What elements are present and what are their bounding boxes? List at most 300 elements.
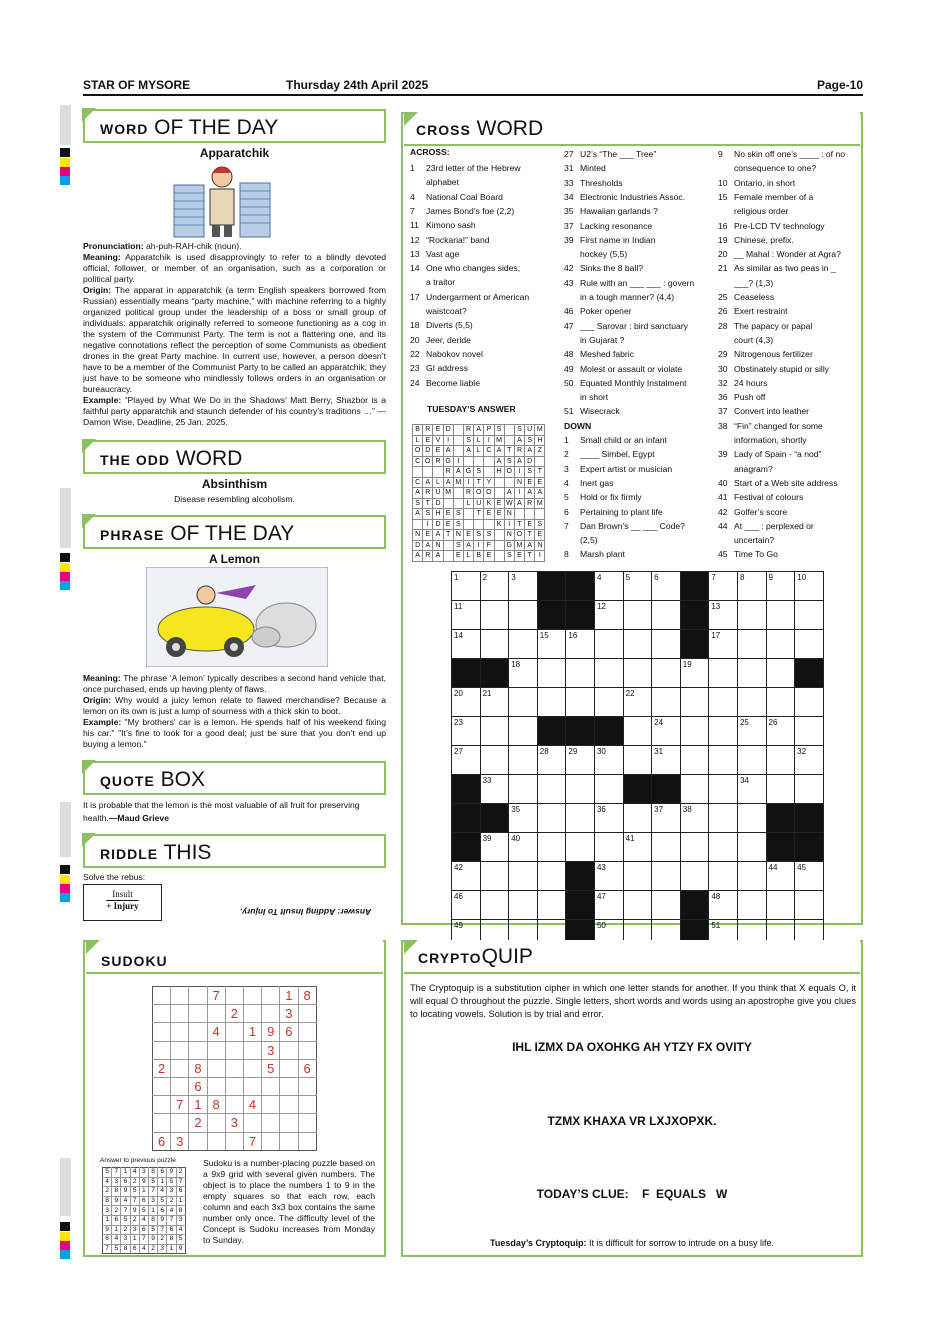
- crossword-cell[interactable]: [594, 688, 623, 717]
- crossword-cell[interactable]: [623, 717, 652, 746]
- crossword-cell[interactable]: 10: [795, 572, 824, 601]
- phrase-title: A Lemon: [209, 552, 260, 566]
- crossword-cell[interactable]: 43: [594, 862, 623, 891]
- answer-cell: E: [433, 446, 443, 457]
- prev-sudoku-cell: 6: [121, 1177, 130, 1187]
- prev-sudoku-cell: 7: [148, 1187, 157, 1197]
- tuesday-cryptoquip: Tuesday’s Cryptoquip: It is difficult for sorrow to intrude on a busy life.: [490, 1238, 774, 1248]
- prev-sudoku-cell: 8: [167, 1235, 176, 1245]
- answer-cell: [413, 519, 423, 530]
- sudoku-cell: 9: [262, 1023, 280, 1041]
- prev-sudoku-cell: 5: [167, 1177, 176, 1187]
- crossword-cell[interactable]: [509, 746, 538, 775]
- crossword-cell[interactable]: [737, 601, 766, 630]
- answer-cell: S: [423, 509, 433, 520]
- crossword-cell[interactable]: [509, 862, 538, 891]
- crossword-cell[interactable]: 48: [709, 891, 738, 920]
- crossword-cell[interactable]: 1: [452, 572, 481, 601]
- answer-cell: P: [484, 425, 494, 436]
- sudoku-cell[interactable]: [189, 1132, 207, 1150]
- crossword-cell[interactable]: [766, 601, 795, 630]
- crossword-cell[interactable]: [623, 746, 652, 775]
- crossword-cell[interactable]: 9: [766, 572, 795, 601]
- answer-cell: S: [413, 498, 423, 509]
- crossword-cell[interactable]: 44: [766, 862, 795, 891]
- answer-cell: A: [413, 551, 423, 562]
- answer-cell: A: [514, 456, 524, 467]
- clue-line: in short: [580, 392, 609, 403]
- crossword-cell[interactable]: 36: [594, 804, 623, 833]
- prev-sudoku-cell: 2: [130, 1215, 139, 1225]
- prev-sudoku-cell: 3: [112, 1177, 121, 1187]
- crossword-cell[interactable]: [623, 601, 652, 630]
- sudoku-cell[interactable]: [189, 1023, 207, 1041]
- crossword-cell[interactable]: [594, 775, 623, 804]
- margin-bar: [60, 1158, 71, 1216]
- sudoku-cell[interactable]: [298, 1132, 316, 1150]
- sudoku-cell[interactable]: [243, 1005, 261, 1023]
- prev-sudoku-cell: 1: [158, 1177, 167, 1187]
- prev-sudoku-cell: 4: [139, 1215, 148, 1225]
- sudoku-cell[interactable]: [298, 1077, 316, 1095]
- answer-cell: B: [474, 551, 484, 562]
- crossword-cell[interactable]: 8: [737, 572, 766, 601]
- answer-cell: [494, 540, 504, 551]
- crossword-cell[interactable]: [795, 717, 824, 746]
- crossword-cell[interactable]: [566, 775, 595, 804]
- clue-line: 1 Small child or an infant: [564, 435, 667, 445]
- crossword-cell[interactable]: [480, 862, 509, 891]
- answer-cell: L: [463, 498, 473, 509]
- crossword-cell[interactable]: [566, 804, 595, 833]
- answer-cell: M: [443, 488, 453, 499]
- crossword-cell[interactable]: 39: [480, 833, 509, 862]
- sudoku-cell[interactable]: [280, 1041, 298, 1059]
- crossword-cell[interactable]: [766, 688, 795, 717]
- answer-cell: N: [504, 530, 514, 541]
- crossword-cell[interactable]: [709, 833, 738, 862]
- sudoku-cell[interactable]: [207, 1077, 225, 1095]
- crossword-cell[interactable]: [737, 804, 766, 833]
- crossword-cell[interactable]: [795, 688, 824, 717]
- crossword-cell[interactable]: [623, 804, 652, 833]
- crossword-cell[interactable]: [509, 688, 538, 717]
- crossword-cell[interactable]: 7: [709, 572, 738, 601]
- prev-sudoku-cell: 7: [130, 1196, 139, 1206]
- answer-cell: S: [484, 530, 494, 541]
- answer-cell: [474, 519, 484, 530]
- sudoku-cell[interactable]: [171, 1041, 189, 1059]
- crossword-cell[interactable]: 51: [709, 920, 738, 949]
- crossword-cell[interactable]: [652, 833, 681, 862]
- crossword-cell[interactable]: [709, 862, 738, 891]
- crossword-cell[interactable]: 6: [652, 572, 681, 601]
- answer-cell: W: [505, 499, 513, 507]
- crossword-cell[interactable]: 29: [566, 746, 595, 775]
- crossword-cell[interactable]: [623, 630, 652, 659]
- clue-line: 4 Inert gas: [564, 477, 614, 488]
- crossword-cell[interactable]: [652, 862, 681, 891]
- crossword-cell[interactable]: [709, 746, 738, 775]
- answer-cell: S: [474, 530, 484, 541]
- crossword-cell[interactable]: [537, 775, 566, 804]
- crossword-cell[interactable]: 20: [452, 688, 481, 717]
- sudoku-cell[interactable]: [280, 1096, 298, 1114]
- crossword-cell[interactable]: [509, 717, 538, 746]
- answer-cell: U: [474, 498, 484, 509]
- crossword-cell[interactable]: [737, 630, 766, 659]
- crossword-cell[interactable]: [795, 775, 824, 804]
- sudoku-cell[interactable]: [171, 1005, 189, 1023]
- crossword-cell[interactable]: [737, 862, 766, 891]
- crossword-cell[interactable]: [623, 659, 652, 688]
- clue-line: 32 24 hours: [718, 377, 768, 388]
- sudoku-cell: 7: [243, 1132, 261, 1150]
- answer-cell: L: [413, 435, 423, 446]
- answer-cell: A: [514, 435, 524, 446]
- crossword-cell[interactable]: 5: [623, 572, 652, 601]
- crossword-cell[interactable]: [737, 688, 766, 717]
- crossword-cell[interactable]: [623, 891, 652, 920]
- crossword-cell[interactable]: [566, 659, 595, 688]
- sudoku-cell[interactable]: [207, 1059, 225, 1077]
- answer-cell: R: [525, 498, 535, 509]
- crossword-cell: [795, 833, 824, 862]
- answer-cell: D: [413, 540, 423, 551]
- crossword-cell[interactable]: 49: [452, 920, 481, 949]
- crossword-cell[interactable]: [509, 630, 538, 659]
- sudoku-cell[interactable]: [243, 1059, 261, 1077]
- sudoku-cell[interactable]: [298, 1096, 316, 1114]
- crossword-cell[interactable]: [680, 688, 709, 717]
- clue-line: 9 No skin off one’s ____ : of no: [718, 149, 846, 159]
- crossword-cell[interactable]: [680, 746, 709, 775]
- answer-cell: G: [504, 540, 514, 551]
- sudoku-cell[interactable]: [262, 1114, 280, 1132]
- crossword-cell[interactable]: 26: [766, 717, 795, 746]
- sudoku-cell[interactable]: [225, 1041, 243, 1059]
- crossword-cell[interactable]: [652, 891, 681, 920]
- prev-sudoku-cell: 3: [176, 1215, 185, 1225]
- crossword-cell[interactable]: [737, 833, 766, 862]
- crossword-cell[interactable]: 47: [594, 891, 623, 920]
- clue-line: 11 Kimono sash: [410, 220, 476, 231]
- crossword-cell[interactable]: 41: [623, 833, 652, 862]
- sudoku-cell[interactable]: [153, 1005, 171, 1023]
- sudoku-cell[interactable]: [189, 1005, 207, 1023]
- answer-cell: M: [535, 498, 545, 509]
- sudoku-cell[interactable]: [153, 987, 171, 1005]
- sudoku-cell[interactable]: [225, 1059, 243, 1077]
- crossword-cell[interactable]: 34: [737, 775, 766, 804]
- answer-cell: [453, 425, 463, 436]
- sudoku-cell: 4: [207, 1023, 225, 1041]
- sudoku-cell[interactable]: [243, 1077, 261, 1095]
- crossword-cell[interactable]: 31: [652, 746, 681, 775]
- crossword-cell[interactable]: [566, 688, 595, 717]
- answer-cell: E: [535, 477, 545, 488]
- sudoku-header: SUDOKU: [86, 940, 383, 974]
- crossword-cell[interactable]: 28: [537, 746, 566, 775]
- crossword-cell[interactable]: [680, 717, 709, 746]
- sudoku-cell: 6: [280, 1023, 298, 1041]
- sudoku-cell[interactable]: [243, 987, 261, 1005]
- crossword-cell[interactable]: 18: [509, 659, 538, 688]
- sudoku-cell[interactable]: [189, 1041, 207, 1059]
- crossword-cell[interactable]: 23: [452, 717, 481, 746]
- sudoku-cell[interactable]: [280, 1077, 298, 1095]
- crossword-cell[interactable]: [795, 601, 824, 630]
- sudoku-cell[interactable]: [171, 1023, 189, 1041]
- prev-sudoku-cell: 6: [103, 1235, 112, 1245]
- sudoku-cell[interactable]: [189, 987, 207, 1005]
- sudoku-cell[interactable]: [153, 1023, 171, 1041]
- crossword-cell[interactable]: 24: [652, 717, 681, 746]
- answer-cell: A: [443, 477, 453, 488]
- answer-cell: R: [463, 425, 473, 436]
- reg-cyan: [60, 581, 70, 590]
- clue-line: 28 The papacy or papal: [718, 320, 813, 331]
- sudoku-cell[interactable]: [280, 1132, 298, 1150]
- sudoku-cell: 5: [262, 1059, 280, 1077]
- answer-cell: A: [413, 488, 423, 499]
- clue-line: 42 Golfer’s score: [718, 506, 788, 517]
- crossword-cell[interactable]: 25: [737, 717, 766, 746]
- answer-cell: E: [443, 509, 453, 520]
- crossword-cell[interactable]: [709, 688, 738, 717]
- crossword-cell[interactable]: [652, 630, 681, 659]
- crossword-cell[interactable]: [795, 891, 824, 920]
- crossword-cell[interactable]: 42: [452, 862, 481, 891]
- sudoku-cell[interactable]: [153, 1114, 171, 1132]
- sudoku-cell[interactable]: [262, 987, 280, 1005]
- sudoku-cell[interactable]: [153, 1096, 171, 1114]
- crossword-cell[interactable]: 33: [480, 775, 509, 804]
- crossword-cell[interactable]: 15: [537, 630, 566, 659]
- crossword-cell[interactable]: [566, 833, 595, 862]
- sudoku-cell[interactable]: [298, 1005, 316, 1023]
- crossword-cell[interactable]: 50: [594, 920, 623, 949]
- crossword-cell[interactable]: 13: [709, 601, 738, 630]
- clue-line: 1 23rd letter of the Hebrew: [410, 163, 521, 173]
- crossword-cell[interactable]: [709, 775, 738, 804]
- crossword-cell[interactable]: [537, 688, 566, 717]
- sudoku-cell[interactable]: [298, 1041, 316, 1059]
- answer-cell: S: [514, 425, 524, 436]
- crossword-cell[interactable]: [480, 746, 509, 775]
- answer-cell: O: [413, 446, 423, 457]
- crossword-cell[interactable]: 45: [795, 862, 824, 891]
- crossword-cell[interactable]: [594, 630, 623, 659]
- sudoku-cell[interactable]: [171, 1077, 189, 1095]
- sudoku-cell[interactable]: [225, 1023, 243, 1041]
- answer-cell: E: [453, 551, 463, 562]
- crossword-cell[interactable]: [509, 891, 538, 920]
- crossword-cell[interactable]: [766, 659, 795, 688]
- crossword-cell[interactable]: 35: [509, 804, 538, 833]
- prev-sudoku-cell: 7: [112, 1168, 121, 1178]
- sudoku-cell[interactable]: [153, 1077, 171, 1095]
- crossword-cell[interactable]: [509, 775, 538, 804]
- answer-cell: S: [453, 540, 463, 551]
- prev-sudoku-cell: 9: [176, 1244, 185, 1254]
- crossword-cell[interactable]: [652, 601, 681, 630]
- sudoku-cell[interactable]: [153, 1041, 171, 1059]
- answer-cell: R: [433, 456, 443, 467]
- clue-line: 5 Hold or fix firmly: [564, 492, 642, 503]
- crossword-cell: [566, 572, 595, 601]
- clue-line: 37 Lacking resonance: [564, 220, 653, 231]
- clue-line: 27 U2’s “The ___ Tree”: [564, 149, 657, 159]
- crossword-cell[interactable]: [509, 601, 538, 630]
- cryptoquip-line-1: IHL IZMX DA OXOHKG AH YTZY FX OVITY: [512, 1040, 752, 1054]
- answer-cell: A: [463, 540, 473, 551]
- answer-cell: T: [535, 467, 545, 478]
- crossword-cell[interactable]: 22: [623, 688, 652, 717]
- crossword-cell[interactable]: [537, 891, 566, 920]
- answer-cell: T: [423, 498, 433, 509]
- crossword-cell[interactable]: [480, 601, 509, 630]
- crossword-cell[interactable]: [537, 804, 566, 833]
- crossword-header: CROSS WORD: [404, 112, 860, 146]
- sudoku-cell[interactable]: [171, 987, 189, 1005]
- crossword-cell[interactable]: [680, 833, 709, 862]
- crossword-cell[interactable]: 16: [566, 630, 595, 659]
- quote-header: QUOTE BOX: [83, 761, 386, 795]
- sudoku-cell[interactable]: [243, 1041, 261, 1059]
- crossword-cell[interactable]: [480, 630, 509, 659]
- prev-sudoku-cell: 6: [176, 1187, 185, 1197]
- sudoku-cell[interactable]: [171, 1059, 189, 1077]
- cryptoquip-header: CRYPTOQUIP: [404, 940, 860, 974]
- prev-sudoku-cell: 3: [103, 1206, 112, 1216]
- crossword-cell[interactable]: [709, 804, 738, 833]
- crossword-cell[interactable]: [623, 862, 652, 891]
- crossword-cell[interactable]: [737, 659, 766, 688]
- crossword-cell[interactable]: [594, 659, 623, 688]
- prev-sudoku-cell: 2: [103, 1187, 112, 1197]
- crossword-cell[interactable]: 17: [709, 630, 738, 659]
- sudoku-cell: 1: [189, 1096, 207, 1114]
- sudoku-cell[interactable]: [171, 1114, 189, 1132]
- answer-cell: [504, 425, 514, 436]
- crossword-cell[interactable]: [652, 688, 681, 717]
- crossword-cell[interactable]: [537, 659, 566, 688]
- sudoku-cell[interactable]: [207, 1114, 225, 1132]
- prev-sudoku-cell: 4: [130, 1168, 139, 1178]
- sudoku-cell[interactable]: [225, 1077, 243, 1095]
- crossword-cell[interactable]: 14: [452, 630, 481, 659]
- margin-bar: [60, 488, 71, 548]
- prev-sudoku-cell: 7: [176, 1177, 185, 1187]
- answer-cell: [413, 467, 423, 478]
- crossword-cell[interactable]: 21: [480, 688, 509, 717]
- answer-cell: S: [463, 435, 473, 446]
- crossword-cell[interactable]: [480, 717, 509, 746]
- sudoku-cell[interactable]: [262, 1132, 280, 1150]
- crossword-cell[interactable]: 11: [452, 601, 481, 630]
- crossword-cell[interactable]: 30: [594, 746, 623, 775]
- crossword-cell[interactable]: [594, 833, 623, 862]
- crossword-cell[interactable]: 32: [795, 746, 824, 775]
- crossword-cell[interactable]: [537, 833, 566, 862]
- prev-sudoku-cell: 1: [176, 1196, 185, 1206]
- crossword-cell[interactable]: 27: [452, 746, 481, 775]
- prev-sudoku-cell: 6: [167, 1225, 176, 1235]
- crossword-cell[interactable]: 12: [594, 601, 623, 630]
- crossword-cell[interactable]: [766, 630, 795, 659]
- crossword-cell[interactable]: 19: [680, 659, 709, 688]
- crossword-cell[interactable]: [766, 746, 795, 775]
- sudoku-cell[interactable]: [280, 1059, 298, 1077]
- sudoku-cell[interactable]: [225, 1096, 243, 1114]
- prev-sudoku-cell: 8: [121, 1244, 130, 1254]
- clue-line: 7 James Bond’s foe (2,2): [410, 205, 515, 216]
- sudoku-cell[interactable]: [243, 1114, 261, 1132]
- sudoku-cell: 3: [262, 1041, 280, 1059]
- crossword-cell[interactable]: [709, 659, 738, 688]
- sudoku-cell[interactable]: [262, 1005, 280, 1023]
- crossword-cell[interactable]: 40: [509, 833, 538, 862]
- crossword-cell: [680, 601, 709, 630]
- sudoku-cell: 6: [189, 1077, 207, 1095]
- clue-line: 39 Lady of Spain - “a nod”: [718, 449, 822, 460]
- clue-line: 45 Time To Go: [718, 549, 778, 560]
- clue-line: 43 Rule with an ___ ___ : govern: [564, 277, 695, 288]
- sudoku-cell[interactable]: [207, 1132, 225, 1150]
- crossword-cell[interactable]: 38: [680, 804, 709, 833]
- prev-sudoku-cell: 1: [148, 1206, 157, 1216]
- answer-cell: A: [514, 498, 524, 509]
- crossword-cell[interactable]: 4: [594, 572, 623, 601]
- crossword-cell[interactable]: [795, 630, 824, 659]
- sudoku-cell[interactable]: [262, 1096, 280, 1114]
- sudoku-cell[interactable]: [225, 1132, 243, 1150]
- crossword-cell[interactable]: 3: [509, 572, 538, 601]
- crossword-cell[interactable]: 2: [480, 572, 509, 601]
- sudoku-cell[interactable]: [280, 1114, 298, 1132]
- answer-cell: O: [484, 488, 494, 499]
- crossword-cell[interactable]: [480, 891, 509, 920]
- sudoku-cell[interactable]: [262, 1077, 280, 1095]
- answer-cell: E: [423, 530, 433, 541]
- crossword-cell[interactable]: 46: [452, 891, 481, 920]
- crossword-cell[interactable]: [766, 775, 795, 804]
- crossword-cell[interactable]: [652, 659, 681, 688]
- crossword-cell[interactable]: [537, 862, 566, 891]
- answer-cell: A: [494, 456, 504, 467]
- clue-line: 8 Marsh plant: [564, 549, 625, 560]
- prev-sudoku-cell: 4: [139, 1244, 148, 1254]
- prev-sudoku-cell: 1: [167, 1244, 176, 1254]
- answer-cell: [484, 519, 494, 530]
- sudoku-cell[interactable]: [298, 1023, 316, 1041]
- crossword-cell[interactable]: [709, 717, 738, 746]
- crossword-cell[interactable]: [766, 891, 795, 920]
- crossword-cell[interactable]: [737, 891, 766, 920]
- crossword-cell[interactable]: [680, 775, 709, 804]
- prev-sudoku-cell: 7: [158, 1225, 167, 1235]
- cryptoquip-clue: TODAY’S CLUE: F EQUALS W: [536, 1187, 728, 1201]
- sudoku-cell[interactable]: [207, 1041, 225, 1059]
- crossword-cell[interactable]: [737, 746, 766, 775]
- sudoku-cell[interactable]: [298, 1114, 316, 1132]
- sudoku-cell[interactable]: [207, 1005, 225, 1023]
- sudoku-cell[interactable]: [225, 987, 243, 1005]
- crossword-cell[interactable]: [680, 862, 709, 891]
- crossword-cell[interactable]: 37: [652, 804, 681, 833]
- prev-sudoku-cell: 4: [167, 1206, 176, 1216]
